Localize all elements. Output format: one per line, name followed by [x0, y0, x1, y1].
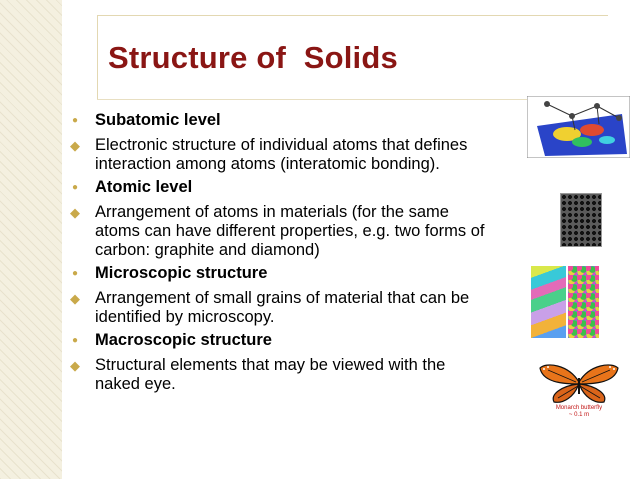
diamond-bullet-icon: ◆	[70, 205, 80, 220]
list-item-heading: Subatomic level	[95, 111, 221, 129]
diamond-bullet-icon: ◆	[70, 291, 80, 306]
atomic-lattice-image	[560, 193, 602, 247]
slide-title: Structure of Solids	[108, 40, 398, 75]
list-item-detail: naked eye.	[95, 375, 176, 393]
list-item-heading: Macroscopic structure	[95, 331, 272, 349]
list-item-heading: Atomic level	[95, 178, 193, 196]
list-item-detail: Arrangement of small grains of material that can be	[95, 289, 470, 307]
butterfly-scale-caption: ~ 0.1 m	[568, 412, 590, 418]
list-item-detail: carbon: graphite and diamond)	[95, 241, 320, 259]
list-item-detail: Arrangement of atoms in materials (for the same	[95, 203, 449, 221]
grain-micrograph-image	[531, 266, 566, 338]
butterfly-caption: Monarch butterfly	[555, 405, 603, 411]
list-item-detail: atoms can have different properties, e.g. two forms of	[95, 222, 485, 240]
bullet-dot-icon: ●	[72, 115, 79, 126]
grain-micrograph-image	[568, 266, 599, 338]
bullet-dot-icon: ●	[72, 335, 79, 346]
list-item-detail: identified by microscopy.	[95, 308, 275, 326]
bullet-dot-icon: ●	[72, 268, 79, 279]
list-item-detail: Structural elements that may be viewed with the	[95, 356, 446, 374]
bullet-dot-icon: ●	[72, 182, 79, 193]
list-item-heading: Microscopic structure	[95, 264, 268, 282]
electron-density-image	[527, 96, 630, 158]
diamond-bullet-icon: ◆	[70, 358, 80, 373]
butterfly-image	[538, 360, 620, 406]
diamond-bullet-icon: ◆	[70, 138, 80, 153]
list-item-detail: Electronic structure of individual atoms that defines	[95, 136, 468, 154]
list-item-detail: interaction among atoms (interatomic bonding).	[95, 155, 440, 173]
